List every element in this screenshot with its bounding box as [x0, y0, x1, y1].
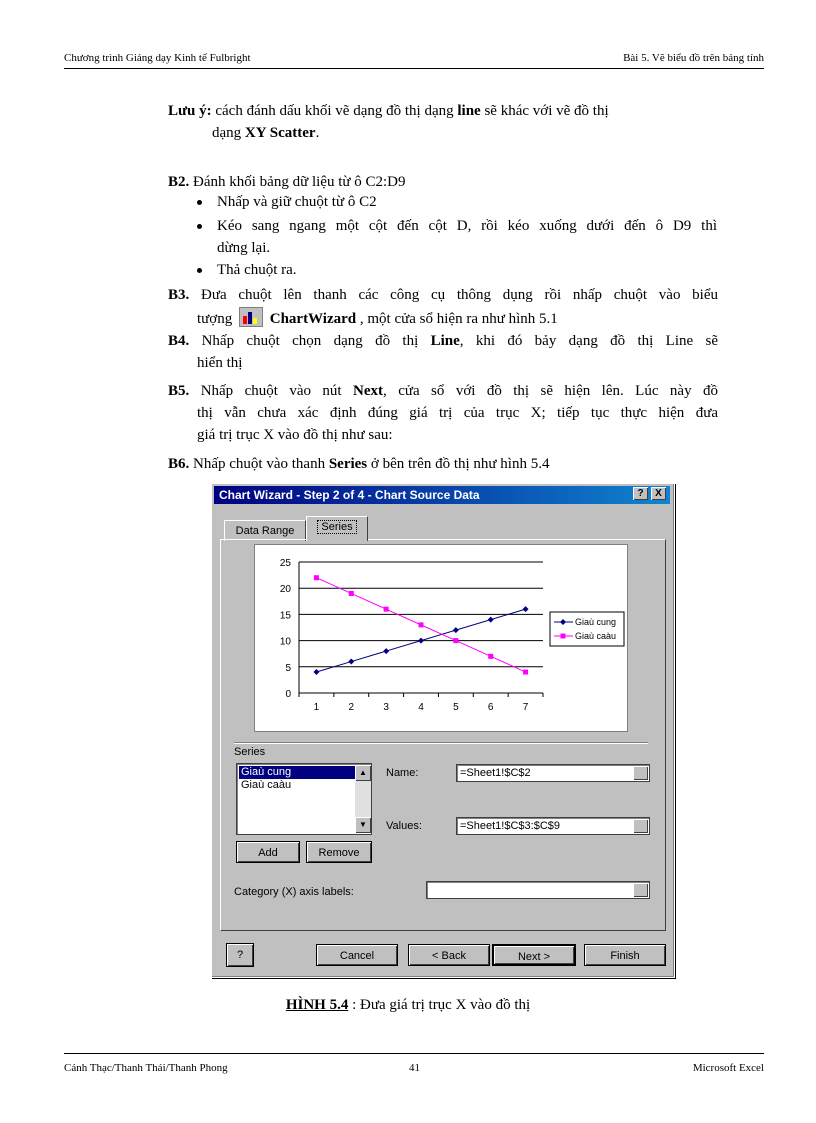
b3-text-2b: , một cửa sổ hiện ra như hình 5.1 — [356, 311, 558, 327]
tab-data-range[interactable]: Data Range — [224, 520, 306, 541]
note-text-1: cách đánh dấu khối vẽ dạng đồ thị dạng — [211, 103, 458, 119]
name-field[interactable] — [456, 764, 650, 782]
b6-label: B6. — [168, 456, 190, 472]
b2-label: B2. — [168, 174, 190, 190]
series-item-selected[interactable]: Giaù cung — [239, 766, 357, 779]
y-tick-label: 25 — [279, 558, 291, 569]
data-point — [349, 591, 354, 596]
note-text-2: sẽ khác với vẽ đồ thị — [480, 103, 609, 119]
footer-rule — [64, 1053, 764, 1054]
note-label: Lưu ý: — [168, 103, 212, 119]
header-right: Bài 5. Vẽ biểu đồ trên bảng tính — [623, 52, 764, 64]
data-point — [314, 575, 319, 580]
y-tick-label: 0 — [285, 689, 291, 700]
b5-line-3: giá trị trục X vào đồ thị như sau: — [197, 427, 393, 443]
b5-text-1a: Nhấp chuột vào nút — [189, 383, 354, 399]
b3-bold: ChartWizard — [269, 311, 357, 327]
add-button[interactable]: Add — [236, 841, 300, 863]
b3-text-1: Đưa chuột lên thanh các công cụ thông dụng rồi nhấp chuột vào biểu — [189, 287, 718, 303]
series-scrollbar[interactable] — [355, 765, 371, 833]
y-tick-label: 10 — [279, 636, 291, 648]
data-point — [488, 654, 493, 659]
b5-line-2: thị vẫn chưa xác định đúng giá trị của trục X; tiếp tục thực hiện đưa — [197, 405, 718, 421]
values-value: =Sheet1!$C$3:$C$9 — [460, 820, 560, 832]
x-tick-label: 4 — [418, 702, 424, 713]
legend-entry: Giaù cung — [575, 617, 617, 627]
b4-label: B4. — [168, 333, 190, 349]
help-title-button[interactable]: ? — [633, 487, 648, 500]
b4-text-1a: Nhấp chuột chọn dạng đồ thị — [189, 333, 431, 349]
b4-bold: Line — [430, 333, 460, 349]
category-label: Category (X) axis labels: — [234, 886, 354, 898]
data-point — [313, 669, 319, 675]
data-point — [419, 622, 424, 627]
b4-line-1 — [168, 331, 718, 352]
close-button[interactable]: X — [651, 487, 666, 500]
page-number: 41 — [409, 1062, 420, 1074]
b5-bold: Next — [353, 383, 384, 399]
legend-entry: Giaù caàu — [575, 631, 617, 641]
data-point — [384, 607, 389, 612]
name-value: =Sheet1!$C$2 — [460, 767, 531, 779]
note-line-1 — [168, 101, 718, 122]
chart-area — [254, 544, 628, 732]
remove-button[interactable]: Remove — [306, 841, 372, 863]
bullet-dot — [197, 268, 202, 273]
data-point — [453, 627, 459, 633]
collapse-dialog-icon[interactable] — [633, 819, 648, 833]
help-icon[interactable]: ? — [226, 943, 254, 967]
b6-text-1a: Nhấp chuột vào thanh — [189, 456, 329, 472]
y-tick-label: 15 — [279, 610, 291, 622]
b2-bullet-2-cont: dừng lại. — [217, 240, 271, 256]
x-tick-label: 6 — [487, 702, 494, 713]
x-tick-label: 2 — [348, 702, 355, 713]
data-point — [348, 659, 354, 665]
data-point — [453, 638, 458, 643]
data-point — [383, 648, 389, 654]
legend-marker — [561, 634, 566, 639]
data-point — [523, 606, 529, 612]
tab-series-label: Series — [317, 520, 356, 534]
data-point — [523, 670, 528, 675]
note-bold-2: XY Scatter — [244, 125, 316, 141]
x-tick-label: 1 — [313, 702, 320, 713]
bullet-dot — [197, 224, 202, 229]
b6-line — [168, 454, 549, 475]
footer-right: Microsoft Excel — [692, 1062, 764, 1074]
b3-line-1 — [168, 285, 718, 306]
caption-text: : Đưa giá trị trục X vào đồ thị — [348, 997, 531, 1013]
y-tick-label: 5 — [285, 662, 291, 674]
note-text-4: . — [315, 125, 320, 141]
caption-label: HÌNH 5.4 — [285, 997, 349, 1013]
b2-bullet-1: Nhấp và giữ chuột từ ô C2 — [217, 194, 377, 210]
b2-bullet-2: Kéo sang ngang một cột đến cột D, rồi kéo xuống dưới đến ô D9 thì — [217, 218, 717, 234]
next-button[interactable]: Next > — [492, 944, 576, 966]
figure-caption — [0, 997, 816, 1014]
b4-text-1b: , khi đó bảy dạng đồ thị Line sẽ — [459, 333, 718, 349]
b2-bullet-3: Thả chuột ra. — [217, 262, 297, 278]
finish-button[interactable]: Finish — [584, 944, 666, 966]
header-left: Chương trình Giảng dạy Kinh tế Fulbright — [64, 52, 251, 64]
cancel-button[interactable]: Cancel — [316, 944, 398, 966]
b5-label: B5. — [168, 383, 190, 399]
b6-text-1b: ở bên trên đồ thị như hình 5.4 — [367, 456, 550, 472]
category-field[interactable] — [426, 881, 650, 899]
b6-bold: Series — [328, 456, 368, 472]
series-item[interactable]: Giaù caàu — [241, 779, 292, 791]
separator — [234, 742, 648, 744]
scroll-down-icon[interactable]: ▼ — [355, 817, 371, 833]
b3-line-2 — [197, 307, 558, 330]
header-rule — [64, 68, 764, 69]
b2-text: Đánh khối bảng dữ liệu từ ô C2:D9 — [189, 174, 406, 190]
chart-svg — [255, 545, 627, 731]
y-tick-label: 20 — [279, 584, 291, 596]
name-label: Name: — [386, 767, 419, 779]
note-text-3: dạng — [212, 125, 245, 141]
bullet-dot — [197, 200, 202, 205]
tab-series[interactable] — [306, 516, 368, 541]
values-label: Values: — [386, 820, 422, 832]
series-group-label: Series — [234, 746, 266, 758]
b3-text-2a: tượng — [197, 311, 233, 327]
x-tick-label: 7 — [522, 702, 529, 713]
collapse-dialog-icon[interactable] — [633, 883, 648, 897]
chart-wizard-dialog — [211, 483, 675, 978]
b2-line — [168, 172, 406, 193]
note-line-2 — [212, 123, 319, 144]
b3-label: B3. — [168, 287, 190, 303]
values-field[interactable] — [456, 817, 650, 835]
x-tick-label: 3 — [383, 702, 389, 713]
x-tick-label: 5 — [453, 702, 459, 713]
data-point — [418, 638, 424, 644]
footer-left: Cảnh Thạc/Thanh Thái/Thanh Phong — [64, 1062, 228, 1074]
b5-line-1 — [168, 381, 718, 402]
back-button[interactable]: < Back — [408, 944, 490, 966]
collapse-dialog-icon[interactable] — [633, 766, 648, 780]
note-bold-1: line — [457, 103, 481, 119]
dialog-title: Chart Wizard - Step 2 of 4 - Chart Source Data — [214, 486, 670, 504]
scroll-up-icon[interactable]: ▲ — [355, 765, 371, 781]
chart-wizard-icon[interactable] — [239, 307, 263, 327]
b4-line-2: hiển thị — [197, 355, 243, 371]
b5-text-1b: , cửa sổ với đồ thị sẽ hiện lên. Lúc này đồ — [383, 383, 718, 399]
series-listbox[interactable] — [236, 763, 372, 835]
data-point — [488, 617, 494, 623]
